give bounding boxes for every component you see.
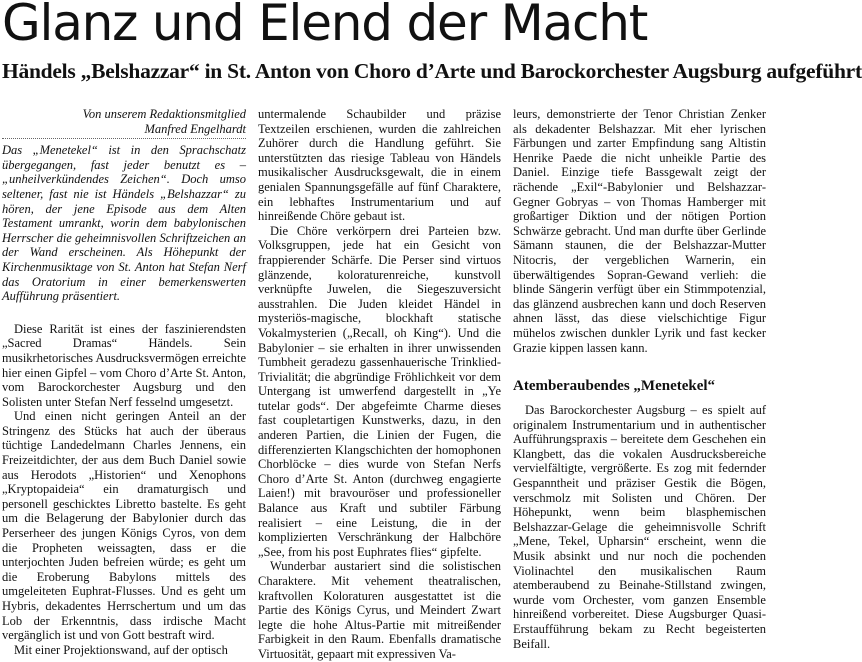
section-heading: Atemberaubendes „Menetekel“: [513, 378, 716, 395]
byline-line-1: Von unserem Redaktionsmitglied: [82, 107, 246, 121]
column-3: [513, 107, 766, 651]
body-paragraph: Diese Rarität ist eines der faszinierendsten „Sacred Dramas“ Händels. Sein musikrhetorisches Ausdrucksvermögen erreichte hier einen Gipfel – vom Choro d’Arte St. Anton, vom Barockorchester Augsburg und den Solisten unter Stefan Nerf fesselnd umgesetzt.: [2, 321, 246, 409]
column-1: [2, 107, 246, 657]
byline-author: Manfred Engelhardt: [144, 121, 246, 136]
body-paragraph: untermalende Schaubilder und präzise Textzeilen erschienen, wurden die zahlreichen Zuhörer durch die Handlung geführt. Sie unterstützten das riesige Tableau von Händels musikalischer Ausdrucksgewalt, die in einem genialen Spannungsgefälle auf fünf Charaktere, ein lebhaftes Instrumentarium und auf hinreißende Chöre gebaut ist.: [258, 107, 501, 224]
column-2: [258, 107, 501, 662]
subheadline: Händels „Belshazzar“ in St. Anton von Choro d’Arte und Barockorchester Augsburg aufgeführt: [2, 59, 862, 83]
body-paragraph: Und einen nicht geringen Anteil an der Stringenz des Stücks hat auch der überaus tüchtige Landedelmann Charles Jennens, ein Freizeitdichter, der aus dem Buch Daniel sowie aus Herodots „Historien“ und Xenophons „Kryptopaideia“ ein dramaturgisch und personell geschicktes Libretto bastelte. Es geht um die Belagerung der Babylonier durch das Perserheer des jungen Königs Cyros, von dem die Propheten weissagten, dass er die unterjochten Juden befreien würde; es geht um die Eroberung Babylons mittels des umgeleiteten Euphrat-Flusses. Und es geht um Hybris, dekadentes Herrschertum und um das Lob der Erkenntnis, dass irdische Macht vergänglich ist und von Gott bestraft wird.: [2, 409, 246, 643]
lead-paragraph: Das „Menetekel“ ist in den Sprachschatz übergegangen, fast jeder benutzt es – „unheilverkündendes Zeichen“. Doch umso seltener, fast nie ist Händels „Belshazzar“ zu hören, der jene Episode aus dem Alten Testament umrankt, worin dem babylonischen Herrscher die geheimnisvollen Schriftzeichen an der Wand erscheinen. Als Höhepunkt der Kirchenmusiktage von St. Anton hat Stefan Nerf das Oratorium in einer bemerkenswerten Aufführung präsentiert.: [2, 143, 246, 304]
body-paragraph: Das Barockorchester Augsburg – es spielt auf originalem Instrumentarium und in authentischer Aufführungspraxis – bereitete dem Geschehen ein Klangbett, das die vokalen Ausdrucksbereiche vervielfältigte, vergrößerte. Es zog mit federnder Gespanntheit und präziser Gestik die Bögen, verschmolz mit Solisten und Chören. Der Höhepunkt, wenn beim blasphemischen Belshazzar-Gelage die geheimnisvolle Schrift „Mene, Tekel, Upharsin“ erscheint, wenn die Musik absinkt und nur noch die pochenden Violinachtel den musikalischen Raum atemberaubend zu Beinahe-Stillstand zwingen, wurde vom Orchester, vom ganzen Ensemble hinreißend vorbereitet. Diese Augsburger Quasi-Erstaufführung bekam zu Recht begeisterten Beifall.: [513, 403, 766, 651]
body-paragraph: Wunderbar austariert sind die solistischen Charaktere. Mit vehement theatralischen, kraftvollen Koloraturen ausgestattet ist die Partie des Königs Cyrus, und Meindert Zwart legte die hohe Altus-Partie mit mitreißender Farbigkeit in den Raum. Ebenfalls dramatische Virtuosität, gepaart mit expressiven Va-: [258, 559, 501, 661]
body-paragraph: Die Chöre verkörpern drei Parteien bzw. Volksgruppen, jede hat ein Gesicht von frappierender Schärfe. Die Perser sind virtuos glänzende, koloraturenreiche, kunstvoll verknüpfte Juwelen, die Siegeszuversicht ausstrahlen. Die Juden kleidet Händel in mysteriös-magische, blockhaft statische Vokalmysterien („Recall, oh King“). Und die Babylonier – sie erhalten in ihrer unwissenden Tumbheit geradezu gassenhauerische Trinklied-Trivialität; die abgründige Fröhlichkeit vor dem Untergang ist umwerfend dargestellt in „Ye tutelar gods“. Der abgefeimte Charme dieses fast coupletartigen Kunstwerks, dazu, in den anderen Partien, die Linien der Fugen, die differenzierten Klangschichten der homophonen Chorblöcke – dies wurde von Stefan Nerfs Choro d’Arte St. Anton (durchweg engagierte Laien!) mit bravouröser und professioneller Balance aus Kraft und subtiler Färbung realisiert – eine Leistung, die in der komplizierten Verschränkung der Halbchöre „See, from his post Euphrates flies“ gipfelte.: [258, 223, 501, 559]
body-paragraph: Mit einer Projektionswand, auf der optisch: [14, 642, 228, 657]
byline-divider: [2, 138, 246, 139]
body-paragraph: leurs, demonstrierte der Tenor Christian Zenker als dekadenter Belshazzar. Mit eher lyrischen Färbungen und zarter Empfindung sang Altistin Henrike Paede die nicht unheikle Partie des Daniel. Einzige tiefe Bassgewalt zeigt der rächende „Exil“-Babylonier und Belshazzar-Gegner Gobryas – von Thomas Hamberger mit großartiger Diktion und der nötigen Portion Schwärze gebracht. Und man durfte über Gerlinde Sämann staunen, die der Belshazzar-Mutter Nitocris, der vergeblichen Warnerin, ein überwältigendes Sopran-Gewand verlieh: die blinde Sängerin verfügt über ein Stimmpotenzial, das glänzend ausbrechen kann und doch Reserven ahnen lässt, das diese vielschichtige Figur mühelos zwischen dunkler Lyrik und fast kecker Grazie kippen lassen kann.: [513, 107, 766, 355]
headline: Glanz und Elend der Macht: [2, 0, 648, 52]
